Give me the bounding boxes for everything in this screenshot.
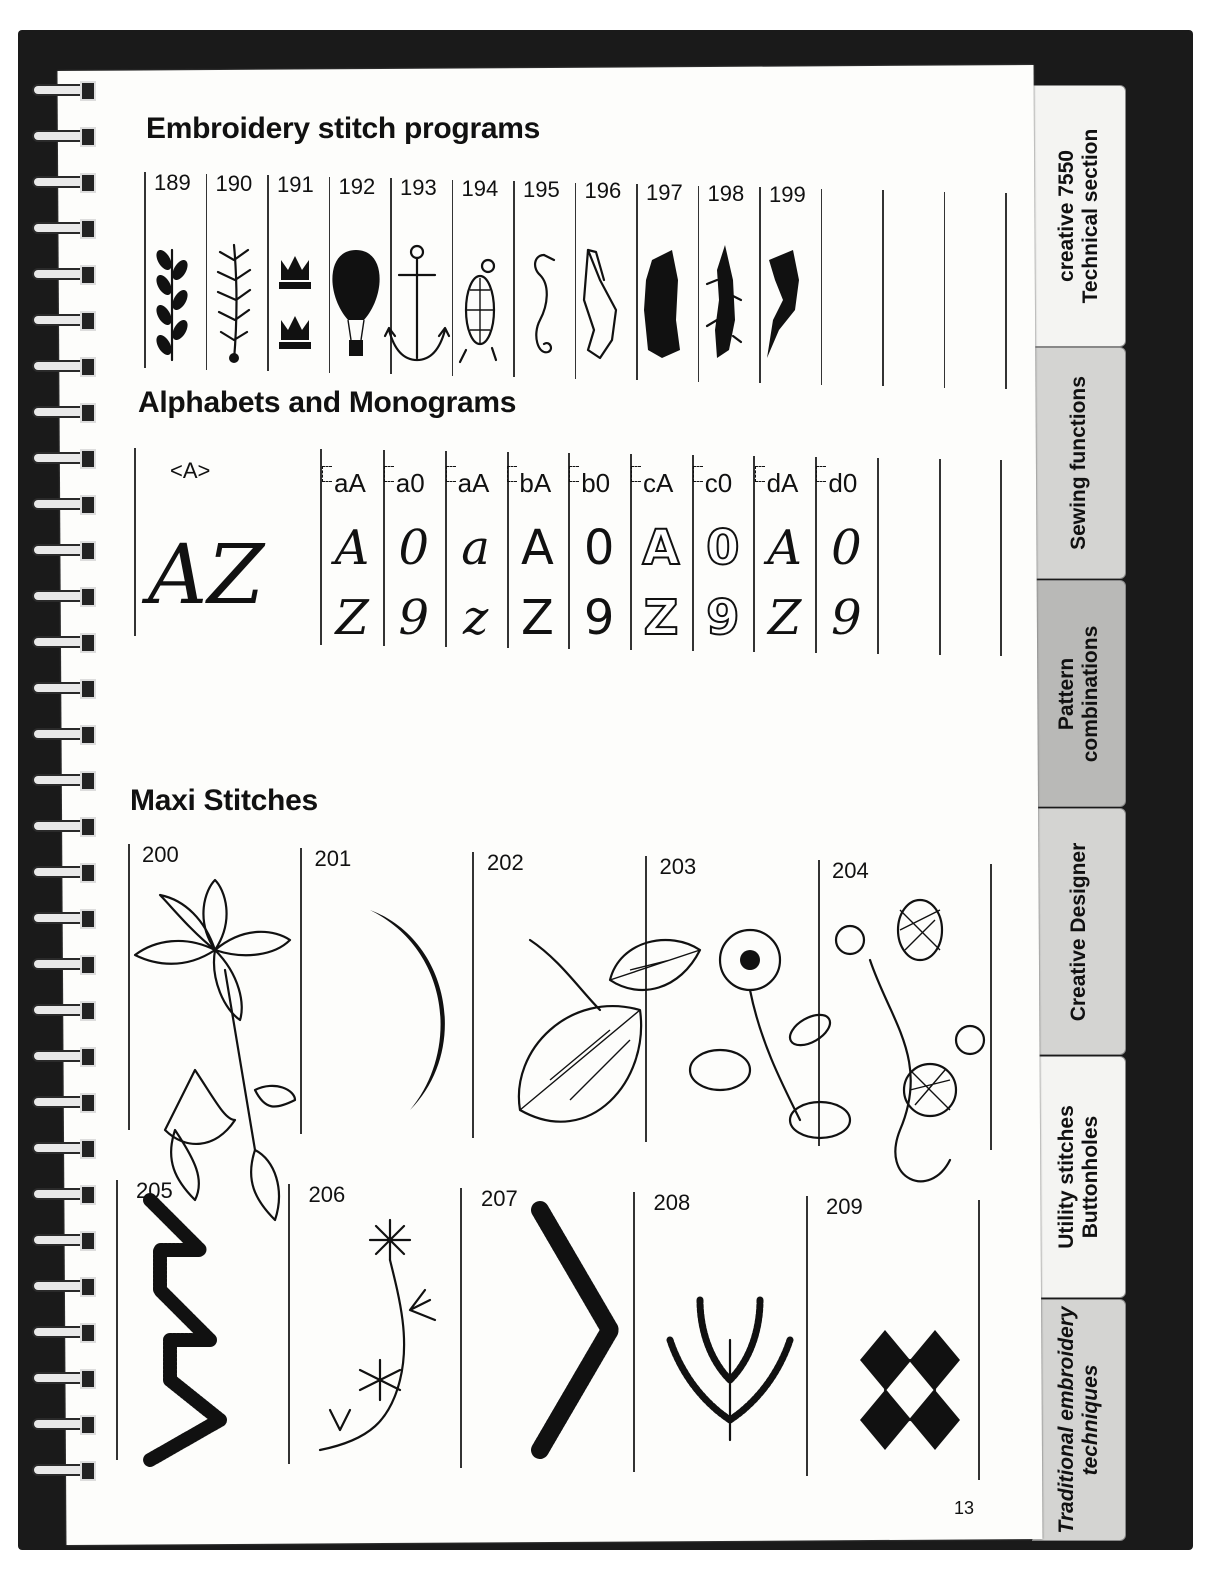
section-tabs: [1032, 85, 1137, 1545]
dotted-bracket-icon: [446, 466, 456, 482]
stitch-number: 198: [707, 180, 745, 206]
stitch-number: 203: [659, 854, 697, 879]
tab-label: creative 7550: [1055, 150, 1078, 282]
hot-air-balloon-icon: [332, 250, 379, 356]
dotted-bracket-icon: [631, 466, 641, 482]
font-sample-bottom: Z: [767, 590, 802, 646]
tab-label: Buttonholes: [1079, 1115, 1102, 1239]
alphabet-code: [446, 466, 490, 499]
spiral-coil: [28, 1368, 96, 1388]
spiral-coil: [28, 172, 96, 192]
flower-icon: [135, 880, 295, 1220]
spiral-binding: [28, 80, 98, 1500]
stitch-number: 189: [154, 170, 191, 195]
tab-traditional-embroidery[interactable]: [1032, 1299, 1126, 1541]
tab-label: combinations: [1079, 625, 1102, 762]
alphabet-code: [507, 466, 551, 499]
alphabet-code: [755, 466, 799, 499]
stitch-number: 194: [461, 176, 499, 201]
font-sample-top: 0: [583, 520, 615, 576]
fern-icon: [218, 245, 250, 363]
alphabet-code: [631, 466, 673, 499]
font-sample-top: A: [334, 520, 370, 576]
spiral-coil: [28, 1322, 96, 1342]
spiral-coil: [28, 862, 96, 882]
tab-label: Sewing functions: [1067, 376, 1090, 550]
alphabet-code: [816, 466, 857, 499]
dotted-bracket-icon: [816, 466, 826, 482]
leaf-sprig-icon: [153, 247, 190, 360]
crocodile-icon: [707, 245, 741, 358]
font-sample-top: A: [520, 520, 554, 576]
font-sample-bottom: 9: [831, 590, 862, 646]
spiral-coil: [28, 770, 96, 790]
chevron-icon: [540, 1210, 610, 1450]
spiral-coil: [28, 1276, 96, 1296]
spiral-coil: [28, 80, 96, 100]
stitch-number: 208: [653, 1190, 691, 1215]
spiral-coil: [28, 310, 96, 330]
page-number: 13: [954, 1498, 975, 1518]
dotted-bracket-icon: [322, 466, 332, 482]
code-label: c0: [704, 468, 733, 498]
tab-label: Traditional embroidery: [1055, 1306, 1078, 1534]
column-divider: [1005, 193, 1007, 389]
crown-icon: [279, 256, 311, 349]
spiral-coil: [28, 1046, 96, 1066]
column-divider: [877, 458, 879, 654]
stitch-number: 209: [826, 1194, 863, 1219]
tab-label: Technical section: [1079, 128, 1102, 304]
spiral-coil: [28, 1184, 96, 1204]
spiral-coil: [28, 1230, 96, 1250]
tab-pattern-combinations[interactable]: [1032, 580, 1126, 807]
tab-label: Creative Designer: [1067, 842, 1090, 1021]
leaves-icon: [519, 940, 700, 1122]
column-divider: [882, 190, 884, 386]
column-divider: [939, 459, 941, 655]
stitch-number: 193: [400, 174, 437, 200]
spiral-coil: [28, 816, 96, 836]
fern-bush-icon: [670, 1300, 790, 1440]
tab-sewing-functions[interactable]: [1032, 347, 1126, 579]
tab-label: Pattern: [1055, 657, 1078, 730]
code-label: bA: [519, 468, 552, 498]
spiral-coil: [28, 1414, 96, 1434]
stitch-number: 191: [277, 172, 314, 198]
seahorse-icon: [535, 255, 554, 352]
anchor-icon: [385, 246, 449, 360]
column-divider: [1000, 460, 1002, 656]
code-label: cA: [643, 468, 674, 498]
stitch-number: 195: [523, 177, 560, 203]
spiral-coil: [28, 1000, 96, 1020]
dotted-bracket-icon: [569, 466, 579, 482]
font-sample-bottom: Z: [335, 590, 369, 646]
spiral-coil: [28, 218, 96, 238]
font-sample-bottom: z: [462, 590, 489, 646]
code-label: aA: [334, 468, 366, 498]
spiral-coil: [28, 540, 96, 560]
stitch-number: 199: [769, 182, 806, 207]
step-zigzag-icon: [150, 1200, 220, 1460]
dotted-bracket-icon: [755, 466, 765, 482]
font-sample-top: A: [642, 520, 680, 576]
code-label: dA: [766, 468, 799, 498]
spiral-coil: [28, 632, 96, 652]
spiral-coil: [28, 724, 96, 744]
stitch-number: 205: [136, 1178, 173, 1203]
spiral-coil: [28, 678, 96, 698]
stitch-number: 196: [584, 178, 622, 204]
font-sample-bottom: Z: [643, 590, 679, 646]
rose-icon: [690, 930, 850, 1138]
spiral-coil: [28, 126, 96, 146]
spiral-coil: [28, 356, 96, 376]
stitch-number: 204: [832, 858, 869, 883]
diamond-pattern-icon: [860, 1330, 960, 1450]
alphabet-code: [569, 466, 610, 499]
tab-utility-stitches[interactable]: [1032, 1056, 1126, 1298]
elephant-icon: [644, 250, 680, 358]
stitch-number: 197: [646, 179, 683, 205]
spiral-coil: [28, 494, 96, 514]
code-label: b0: [581, 468, 611, 498]
spiral-coil: [28, 908, 96, 928]
spiral-coil: [28, 1138, 96, 1158]
tab-creative-designer[interactable]: [1032, 808, 1126, 1055]
floral-scroll-icon: [836, 900, 984, 1181]
spiral-coil: [28, 402, 96, 422]
tab-technical-section[interactable]: [1032, 85, 1126, 347]
embroidery-title: Embroidery stitch programs: [146, 112, 540, 145]
stitch-number: 202: [487, 850, 524, 875]
rabbit-icon: [584, 250, 616, 358]
maxi-title: Maxi Stitches: [130, 784, 318, 817]
column-divider: [116, 1180, 118, 1460]
stitch-number: 200: [142, 842, 179, 867]
font-sample-top: a: [461, 520, 490, 576]
alphabet-code: [693, 466, 732, 499]
font-sample-bottom: 9: [706, 590, 740, 646]
crescent-moon-icon: [370, 910, 445, 1110]
spiral-coil: [28, 1460, 96, 1480]
column-divider: [944, 192, 946, 388]
dandelion-icon: [320, 1220, 435, 1450]
font-sample-bottom: Z: [520, 590, 554, 646]
font-sample-top: 0: [831, 520, 862, 576]
embroidery-motifs: [140, 240, 830, 370]
font-sample-top: 0: [706, 520, 740, 576]
kangaroo-icon: [767, 250, 799, 358]
dotted-bracket-icon: [507, 466, 517, 482]
tab-label: Utility stitches: [1055, 1105, 1078, 1249]
alphabets-title: Alphabets and Monograms: [138, 386, 517, 419]
dotted-bracket-icon: [693, 466, 703, 482]
monogram-sample: AZ: [148, 528, 265, 623]
monogram-label: <A>: [170, 458, 211, 483]
stitch-number: 206: [308, 1182, 346, 1207]
spiral-coil: [28, 448, 96, 468]
code-label: a0: [395, 468, 425, 498]
spiral-coil: [28, 954, 96, 974]
font-sample-bottom: 9: [398, 590, 430, 646]
spiral-coil: [28, 586, 96, 606]
font-sample-top: 0: [398, 520, 430, 576]
font-sample-top: A: [767, 520, 802, 576]
spiral-coil: [28, 264, 96, 284]
turtle-icon: [460, 260, 496, 362]
stitch-number: 207: [481, 1186, 518, 1211]
alphabet-code: [322, 466, 366, 499]
stitch-number: 192: [338, 173, 376, 199]
alphabet-code: [384, 466, 425, 499]
column-divider: [134, 448, 136, 636]
tab-label: techniques: [1079, 1364, 1102, 1476]
maxi-motifs: [120, 860, 1000, 1480]
stitch-number: 190: [215, 171, 253, 197]
font-sample-bottom: 9: [583, 590, 615, 646]
stitch-number: 201: [314, 846, 352, 871]
code-label: d0: [828, 468, 858, 498]
spiral-coil: [28, 1092, 96, 1112]
dotted-bracket-icon: [384, 466, 394, 482]
code-label: aA: [457, 468, 490, 498]
